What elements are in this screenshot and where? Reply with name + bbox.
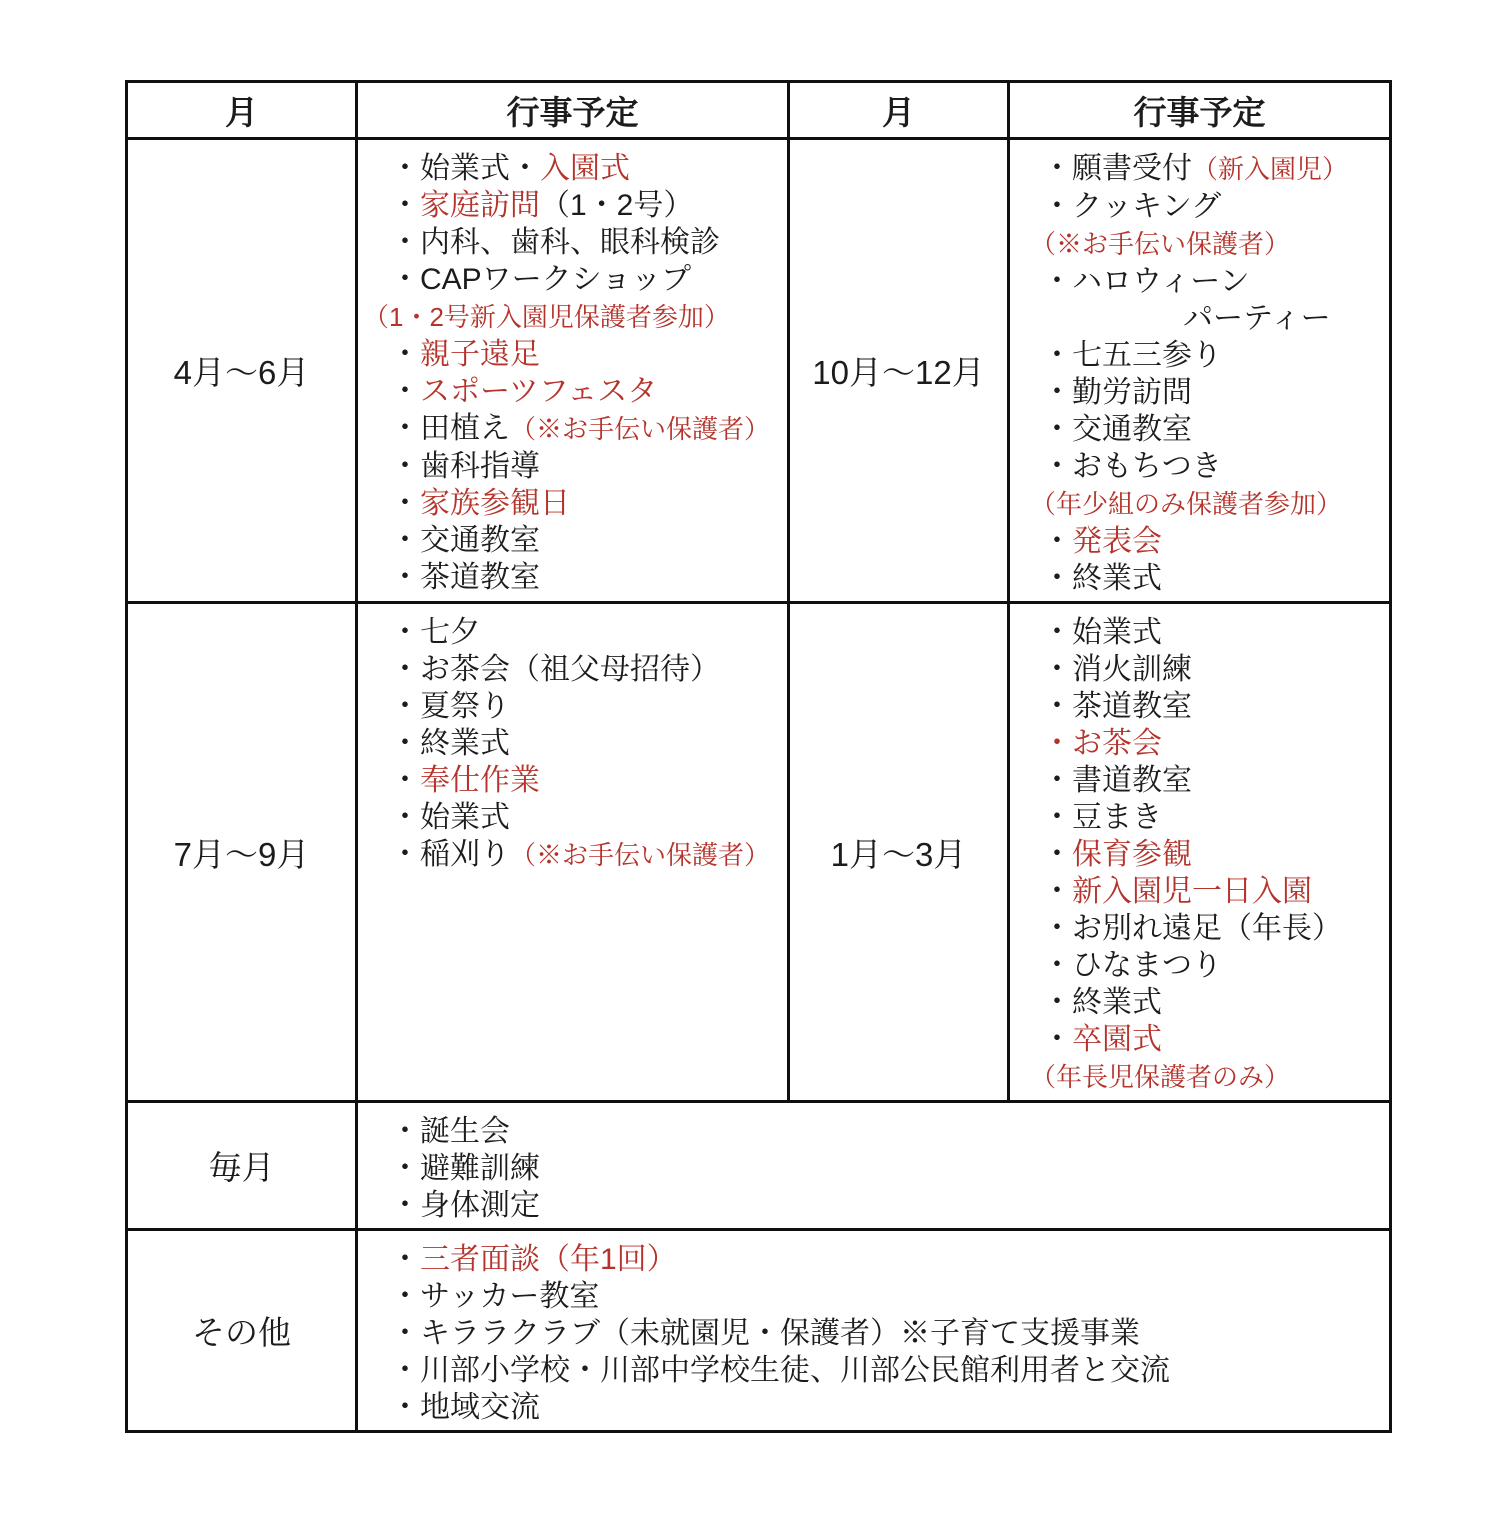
event-text: （※お手伝い保護者） — [510, 414, 771, 444]
bullet-dot: ・ — [390, 727, 420, 760]
bullet-dot: ・ — [390, 690, 420, 723]
bullet-dot: ・ — [390, 189, 420, 222]
bullet-dot: ・ — [390, 450, 420, 483]
events-cell-jul-sep — [357, 603, 789, 1102]
event-text: 誕生会 — [420, 1115, 510, 1148]
events-cell-jan-mar — [1009, 603, 1391, 1102]
header-row — [127, 82, 1391, 139]
event-text: 田植え — [420, 412, 510, 445]
event-line — [1042, 411, 1383, 448]
month-cell-apr-jun: 4月〜6月 — [127, 139, 357, 603]
event-text: 茶道教室 — [1072, 690, 1192, 723]
event-line — [1042, 984, 1383, 1021]
event-line — [390, 373, 781, 410]
event-line — [390, 410, 781, 448]
bullet-dot: ・ — [390, 653, 420, 686]
event-line — [363, 298, 781, 336]
table-row-apr-jun-oct-dec — [127, 139, 1391, 603]
event-text: 避難訓練 — [420, 1152, 540, 1185]
event-line — [390, 1352, 1383, 1389]
event-text: 内科、歯科、眼科検診 — [420, 226, 720, 259]
event-line — [390, 1241, 1383, 1278]
event-line — [1042, 150, 1383, 188]
event-line — [390, 150, 781, 187]
bullet-dot: ・ — [390, 524, 420, 557]
event-line — [1042, 651, 1383, 688]
event-text: 始業式・ — [420, 152, 540, 185]
event-line — [1030, 225, 1383, 263]
event-line — [1042, 725, 1383, 762]
bullet-dot: ・ — [1042, 450, 1072, 483]
bullet-dot: ・ — [390, 801, 420, 834]
event-text: 発表会 — [1072, 525, 1162, 558]
event-text: 始業式 — [1072, 616, 1162, 649]
event-text: 稲刈り — [420, 838, 510, 871]
event-text: お茶会（祖父母招待） — [420, 653, 720, 686]
event-text: サッカー教室 — [420, 1280, 600, 1313]
event-line — [1042, 762, 1383, 799]
bullet-dot: ・ — [390, 1317, 420, 1350]
event-line — [390, 448, 781, 485]
event-text: 歯科指導 — [420, 450, 540, 483]
event-line — [390, 559, 781, 596]
event-text: お茶会 — [1072, 727, 1162, 760]
events-cell-monthly — [357, 1102, 1391, 1230]
event-line — [390, 1150, 1383, 1187]
event-line — [1042, 836, 1383, 873]
event-text: 終業式 — [1072, 562, 1162, 595]
event-line — [390, 522, 781, 559]
event-text: 親子遠足 — [420, 338, 540, 371]
event-text: （※お手伝い保護者） — [510, 840, 771, 870]
event-text: 書道教室 — [1072, 764, 1192, 797]
event-line — [390, 799, 781, 836]
bullet-dot: ・ — [390, 561, 420, 594]
event-line — [390, 224, 781, 261]
event-text: 地域交流 — [420, 1391, 540, 1424]
event-line — [390, 261, 781, 298]
event-text: 家庭訪問 — [420, 189, 540, 222]
event-text: 茶道教室 — [420, 561, 540, 594]
event-line — [1030, 1058, 1383, 1096]
bullet-dot: ・ — [1042, 875, 1072, 908]
event-schedule-table — [125, 80, 1392, 1433]
event-text: （※お手伝い保護者） — [1030, 229, 1291, 259]
event-text: 交通教室 — [420, 524, 540, 557]
event-line — [1042, 614, 1383, 651]
bullet-dot: ・ — [390, 338, 420, 371]
event-line — [390, 762, 781, 799]
event-line — [390, 651, 781, 688]
event-text: おもちつき — [1072, 450, 1222, 483]
event-line — [1042, 873, 1383, 910]
col-header-events-left: 行事予定 — [357, 82, 789, 139]
event-text: スポーツフェスタ — [420, 375, 658, 408]
event-line — [390, 485, 781, 522]
col-header-month-left: 月 — [127, 82, 357, 139]
events-cell-oct-dec — [1009, 139, 1391, 603]
event-text: 終業式 — [1072, 986, 1162, 1019]
bullet-dot: ・ — [1042, 949, 1072, 982]
event-text: パーティー — [1183, 302, 1331, 335]
event-line — [1030, 485, 1383, 523]
event-text: 身体測定 — [420, 1189, 540, 1222]
bullet-dot: ・ — [1042, 616, 1072, 649]
bullet-dot: ・ — [1042, 562, 1072, 595]
event-text: 始業式 — [420, 801, 510, 834]
event-text: （年長児保護者のみ） — [1030, 1062, 1291, 1092]
event-text: 七五三参り — [1072, 339, 1222, 372]
bullet-dot: ・ — [1042, 986, 1072, 1019]
bullet-dot: ・ — [390, 1354, 420, 1387]
event-line — [1042, 1021, 1383, 1058]
events-cell-apr-jun — [357, 139, 789, 603]
event-text: （1・2号新入園児保護者参加） — [363, 302, 730, 332]
event-text: お別れ遠足（年長） — [1072, 912, 1342, 945]
event-text: 川部小学校・川部中学校生徒、川部公民館利用者と交流 — [420, 1354, 1170, 1387]
event-text: （1・2号） — [540, 189, 694, 222]
event-text: 終業式 — [420, 727, 510, 760]
event-text: 奉仕作業 — [420, 764, 540, 797]
event-line — [390, 187, 781, 224]
bullet-dot: ・ — [1042, 376, 1072, 409]
event-text: 交通教室 — [1072, 413, 1192, 446]
bullet-dot: ・ — [1042, 764, 1072, 797]
bullet-dot: ・ — [1042, 653, 1072, 686]
table-row-jul-sep-jan-mar — [127, 603, 1391, 1102]
month-cell-oct-dec: 10月〜12月 — [789, 139, 1009, 603]
event-text: 三者面談（年1回） — [420, 1243, 677, 1276]
event-line — [1042, 910, 1383, 947]
event-text: 新入園児一日入園 — [1072, 875, 1312, 908]
bullet-dot: ・ — [1042, 413, 1072, 446]
col-header-month-right: 月 — [789, 82, 1009, 139]
month-cell-jan-mar: 1月〜3月 — [789, 603, 1009, 1102]
event-schedule — [125, 80, 1392, 1433]
event-text: 保育参観 — [1072, 838, 1192, 871]
table-row-monthly — [127, 1102, 1391, 1230]
event-line — [390, 1315, 1383, 1352]
event-line — [390, 1187, 1383, 1224]
bullet-dot: ・ — [390, 1189, 420, 1222]
bullet-dot: ・ — [390, 616, 420, 649]
bullet-dot: ・ — [390, 1243, 420, 1276]
event-text: CAPワークショップ — [420, 263, 692, 296]
event-text: 家族参観日 — [420, 487, 570, 520]
event-text: 勤労訪問 — [1072, 376, 1192, 409]
event-line — [1042, 688, 1383, 725]
event-line — [1042, 188, 1383, 225]
event-line — [390, 725, 781, 762]
bullet-dot: ・ — [1042, 912, 1072, 945]
bullet-dot: ・ — [390, 764, 420, 797]
bullet-dot: ・ — [390, 152, 420, 185]
event-text: ハロウィーン — [1072, 265, 1250, 298]
bullet-dot: ・ — [1042, 190, 1072, 223]
event-line — [1042, 560, 1383, 597]
bullet-dot: ・ — [390, 1152, 420, 1185]
event-text: （新入園児） — [1192, 154, 1349, 184]
bullet-dot: ・ — [390, 1391, 420, 1424]
event-text: 卒園式 — [1072, 1023, 1162, 1056]
bullet-dot: ・ — [1042, 339, 1072, 372]
event-line — [390, 336, 781, 373]
event-text: 願書受付 — [1072, 152, 1192, 185]
event-line — [1042, 337, 1383, 374]
event-line — [1042, 523, 1383, 560]
event-line — [1042, 947, 1383, 984]
event-text: クッキング — [1072, 190, 1222, 223]
bullet-dot: ・ — [1042, 838, 1072, 871]
event-line — [1183, 300, 1383, 337]
col-header-events-right: 行事予定 — [1009, 82, 1391, 139]
month-cell-jul-sep: 7月〜9月 — [127, 603, 357, 1102]
event-line — [390, 1278, 1383, 1315]
event-text: 豆まき — [1072, 801, 1162, 834]
event-line — [1042, 799, 1383, 836]
event-text: 入園式 — [540, 152, 630, 185]
event-line — [1042, 374, 1383, 411]
bullet-dot: ・ — [390, 263, 420, 296]
events-cell-other — [357, 1230, 1391, 1432]
table-row-other — [127, 1230, 1391, 1432]
bullet-dot: ・ — [390, 375, 420, 408]
month-cell-monthly: 毎月 — [127, 1102, 357, 1230]
event-line — [1042, 263, 1383, 300]
bullet-dot: ・ — [390, 487, 420, 520]
bullet-dot: ・ — [390, 838, 420, 871]
bullet-dot: ・ — [1042, 1023, 1072, 1056]
event-line — [390, 688, 781, 725]
bullet-dot: ・ — [1042, 727, 1072, 760]
event-line — [1042, 448, 1383, 485]
bullet-dot: ・ — [1042, 152, 1072, 185]
event-text: キララクラブ（未就園児・保護者）※子育て支援事業 — [420, 1317, 1140, 1350]
bullet-dot: ・ — [1042, 265, 1072, 298]
bullet-dot: ・ — [1042, 525, 1072, 558]
event-line — [390, 1389, 1383, 1426]
event-text: （年少組のみ保護者参加） — [1030, 489, 1343, 519]
bullet-dot: ・ — [1042, 801, 1072, 834]
bullet-dot: ・ — [390, 1280, 420, 1313]
bullet-dot: ・ — [390, 226, 420, 259]
event-text: 七夕 — [420, 616, 480, 649]
event-line — [390, 1113, 1383, 1150]
month-cell-other: その他 — [127, 1230, 357, 1432]
event-line — [390, 614, 781, 651]
event-text: 消火訓練 — [1072, 653, 1192, 686]
bullet-dot: ・ — [390, 412, 420, 445]
bullet-dot: ・ — [390, 1115, 420, 1148]
event-text: ひなまつり — [1072, 949, 1222, 982]
event-text: 夏祭り — [420, 690, 510, 723]
bullet-dot: ・ — [1042, 690, 1072, 723]
event-line — [390, 836, 781, 874]
